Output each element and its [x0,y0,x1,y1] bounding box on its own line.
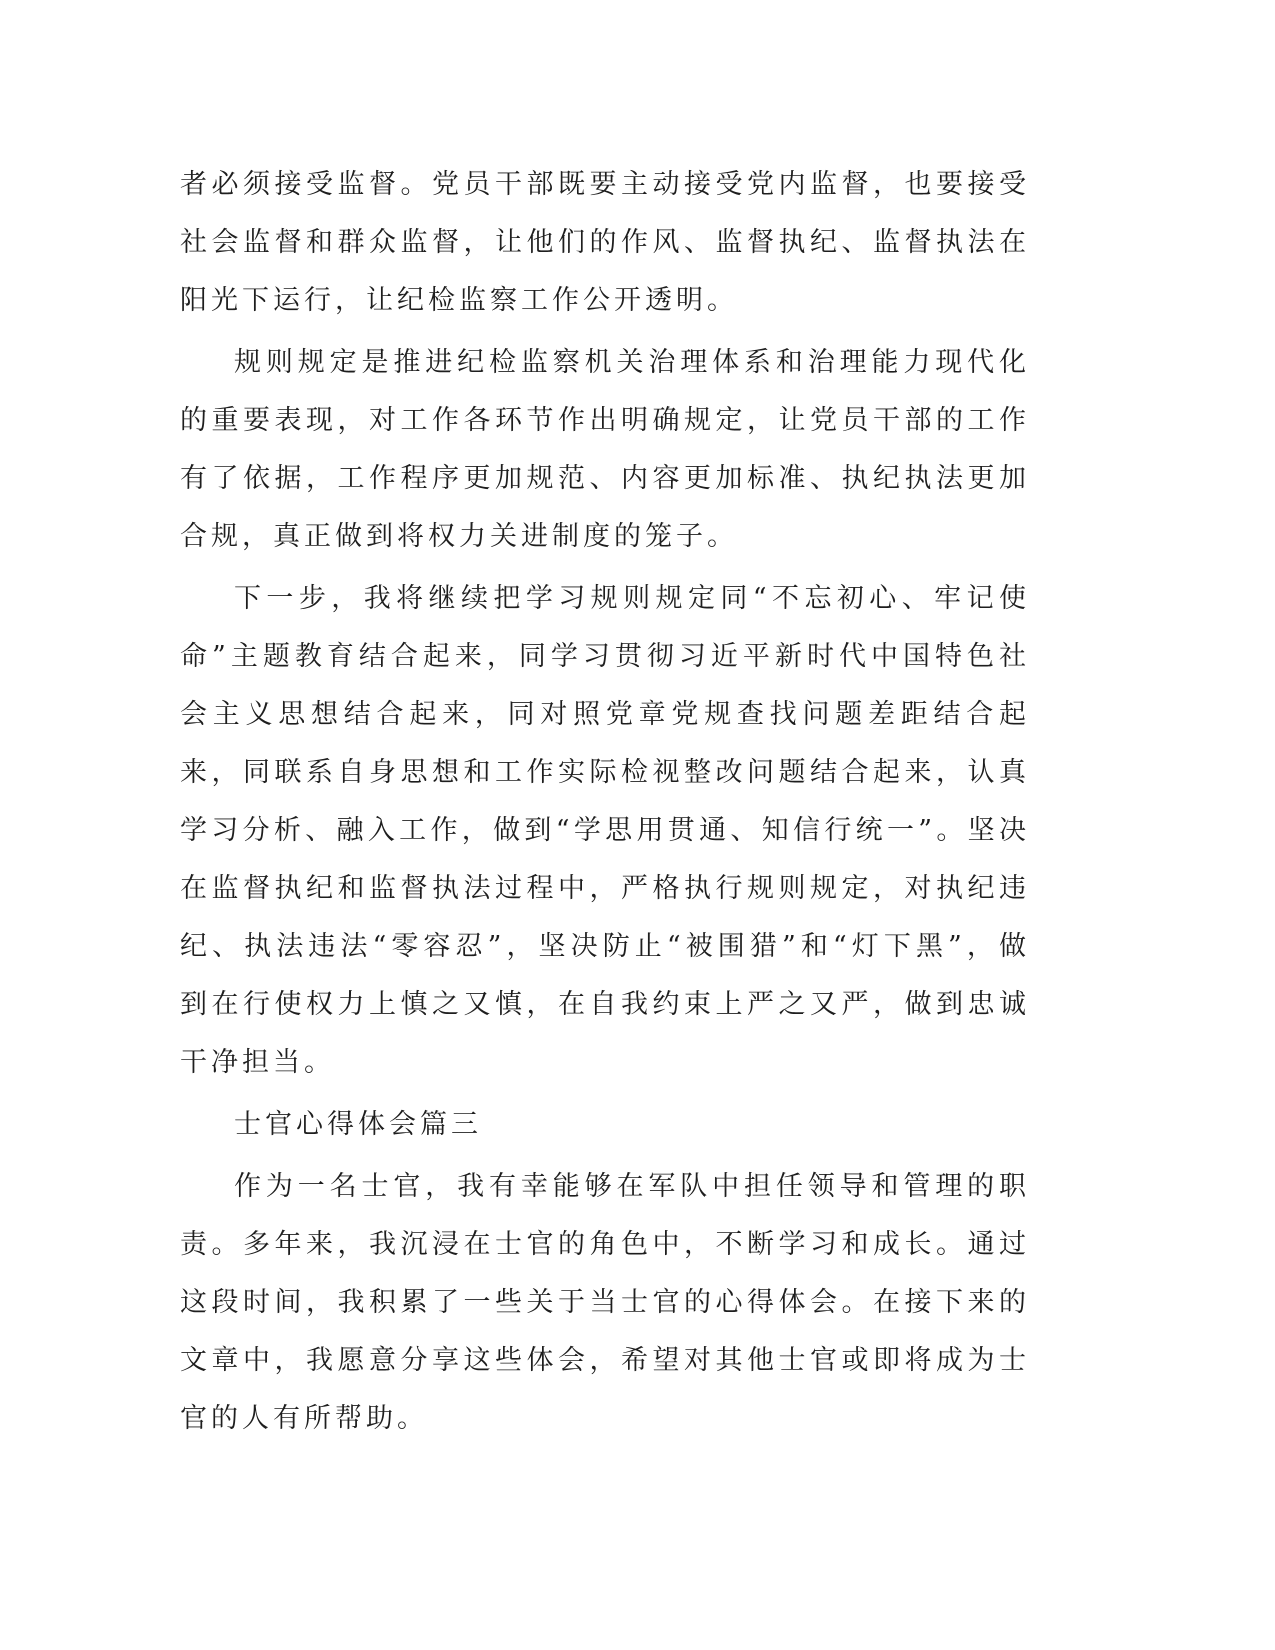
paragraph-next-step: 下一步，我将继续把学习规则规定同“不忘初心、牢记使命”主题教育结合起来，同学习贯彻习近平新时代中国特色社会主义思想结合起来，同对照党章党规查找问题差距结合起来，同联系自身思想和工作实际检视整改问题结合起来，认真学习分析、融入工作，做到“学思用贯通、知信行统一”。坚决在监督执纪和监督执法过程中，严格执行规则规定，对执纪违纪、执法违法“零容忍”，坚决防止“被围猎”和“灯下黑”，做到在行使权力上慎之又慎，在自我约束上严之又严，做到忠诚干净担当。 [180,583,1030,1078]
section-heading: 士官心得体会篇三 [234,1109,482,1140]
paragraph-section-intro: 作为一名士官，我有幸能够在军队中担任领导和管理的职责。多年来，我沉浸在士官的角色中，不断学习和成长。通过这段时间，我积累了一些关于当士官的心得体会。在接下来的文章中，我愿意分享这些体会，希望对其他士官或即将成为士官的人有所帮助。 [180,1171,1030,1434]
paragraph-rules: 规则规定是推进纪检监察机关治理体系和治理能力现代化的重要表现，对工作各环节作出明确规定，让党员干部的工作有了依据，工作程序更加规范、内容更加标准、执纪执法更加合规，真正做到将权力关进制度的笼子。 [180,347,1030,552]
document-body [180,156,1030,1452]
paragraph-continuation: 者必须接受监督。党员干部既要主动接受党内监督，也要接受社会监督和群众监督，让他们的作风、监督执纪、监督执法在阳光下运行，让纪检监察工作公开透明。 [180,169,1030,316]
